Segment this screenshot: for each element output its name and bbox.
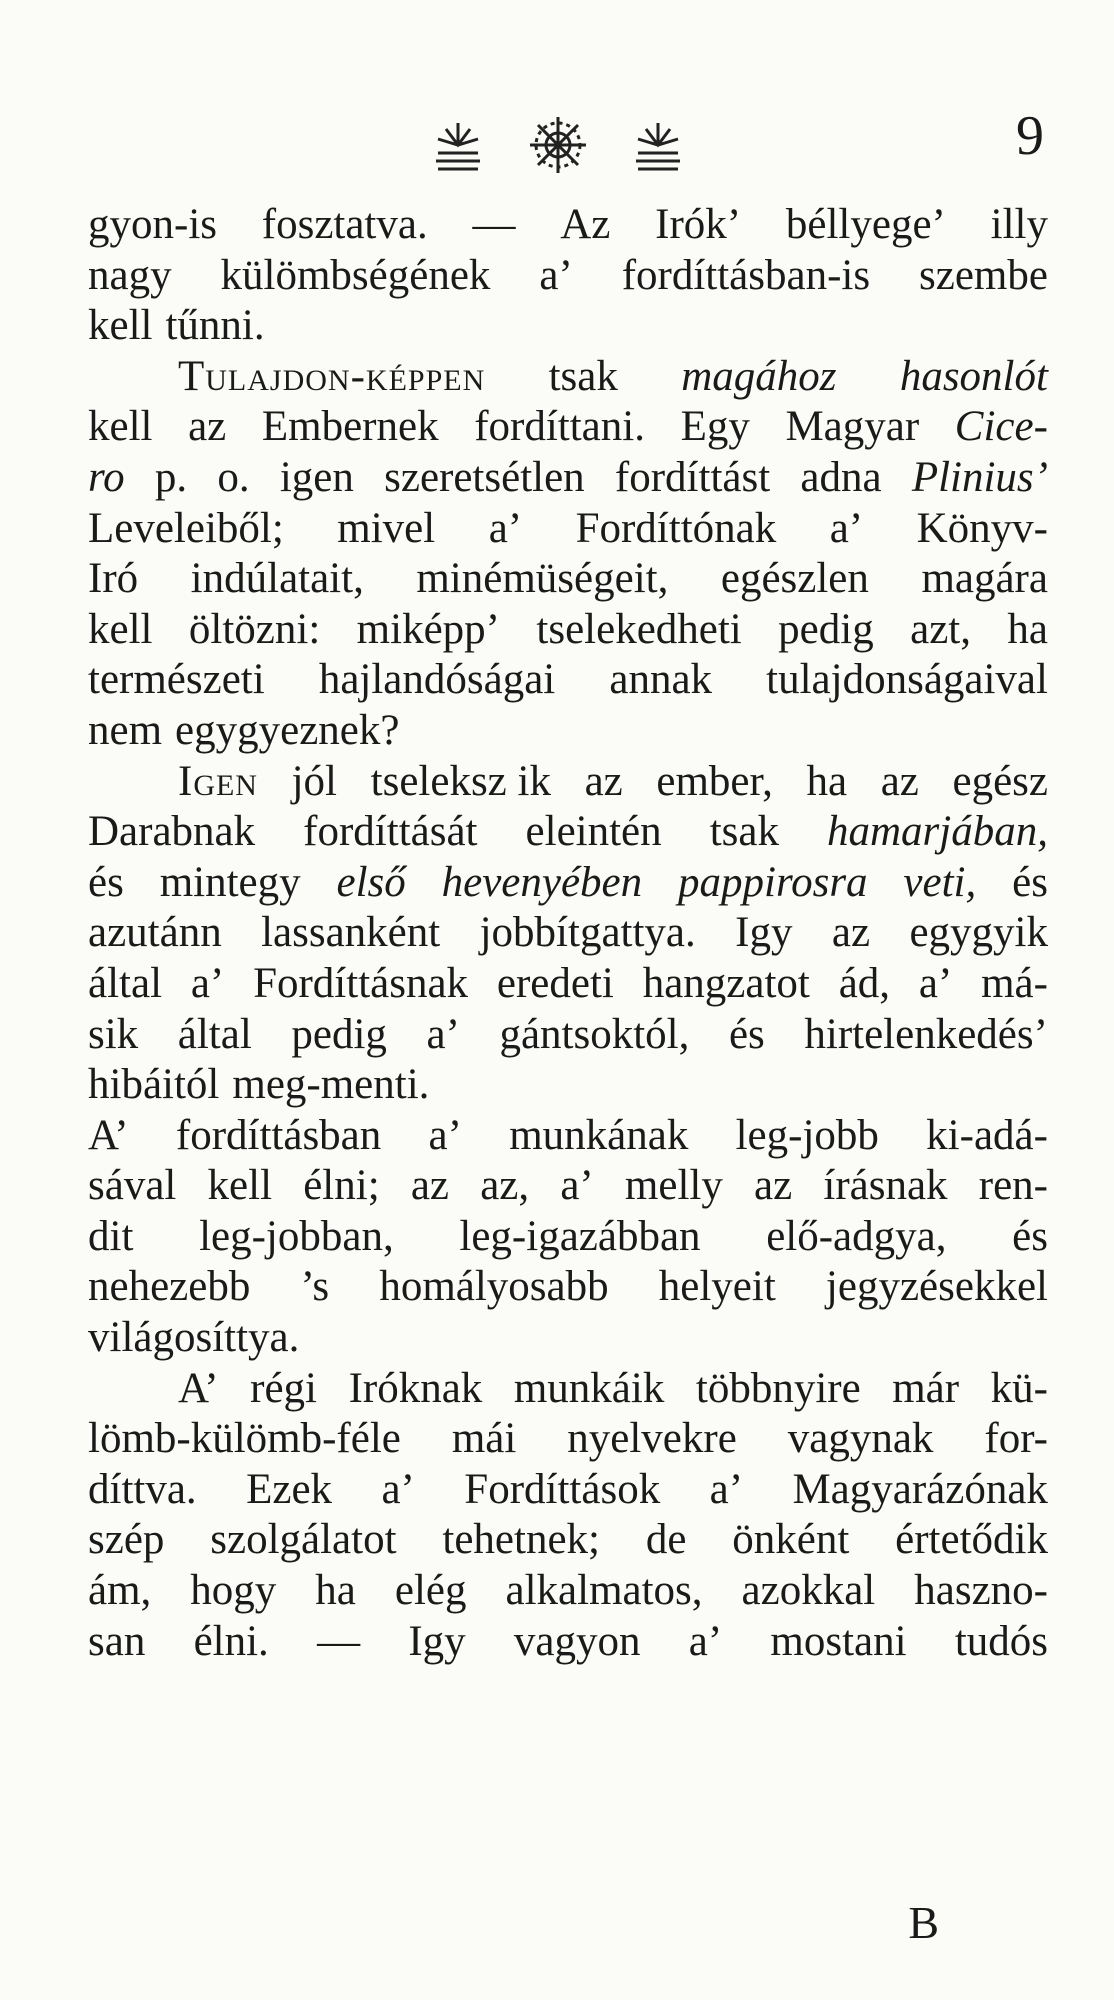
- word: Iróknak: [348, 1364, 483, 1412]
- word: mintegy: [159, 858, 301, 906]
- word: elég: [394, 1567, 467, 1615]
- word: eredeti: [496, 959, 614, 1007]
- text-line: [88, 1161, 1048, 1212]
- word: kell: [207, 1162, 273, 1210]
- word: kü-: [990, 1364, 1048, 1412]
- word: első: [336, 858, 406, 906]
- word: hevenyében: [441, 858, 643, 906]
- decorative-flower-icon: [628, 115, 688, 175]
- decorative-star-icon: [526, 113, 590, 177]
- word: Az: [560, 201, 611, 248]
- word: jegyzésekkel: [825, 1263, 1048, 1311]
- word: dit: [88, 1212, 134, 1260]
- word: a’: [488, 504, 523, 552]
- word: gyon-is: [88, 201, 217, 248]
- text-line: [88, 301, 1048, 352]
- word: —: [472, 201, 516, 248]
- word: pappirosra: [678, 858, 868, 906]
- word: azokkal: [741, 1567, 876, 1615]
- word: által: [177, 1010, 252, 1058]
- word: jól: [291, 757, 338, 805]
- word: Igy: [735, 909, 793, 957]
- text-line: [88, 1060, 1048, 1111]
- header-ornaments: [428, 110, 688, 180]
- word: kell: [88, 302, 153, 350]
- word: a’: [539, 251, 573, 299]
- text-line: [88, 1414, 1048, 1465]
- word: hibáitól: [88, 1061, 220, 1109]
- word: adna: [800, 453, 882, 501]
- word: leg-jobban,: [199, 1212, 394, 1260]
- word: Fordíttások: [464, 1465, 661, 1513]
- word: értetődik: [895, 1516, 1048, 1564]
- word: ki-adá-: [926, 1111, 1048, 1159]
- word: tselekedheti: [536, 605, 742, 653]
- word: illy: [990, 201, 1048, 248]
- word: a’: [381, 1465, 415, 1513]
- word: az: [754, 1162, 793, 1210]
- word: egygyik: [909, 909, 1048, 957]
- decorative-flower-icon: [428, 115, 488, 175]
- text-line: [88, 655, 1048, 706]
- word: melly: [624, 1162, 723, 1210]
- word: a’: [560, 1162, 594, 1210]
- page-number: 9: [1016, 105, 1044, 167]
- word: az: [831, 909, 871, 957]
- word: vagynak: [787, 1415, 934, 1463]
- word: fordíttásban-is: [621, 251, 871, 299]
- text-line: [88, 1111, 1048, 1162]
- word: és: [1012, 1212, 1048, 1260]
- word: miképp’: [356, 605, 500, 653]
- word: munkáik: [513, 1364, 665, 1412]
- word: ha: [806, 757, 848, 805]
- word: ’s: [300, 1263, 330, 1311]
- text-line: [88, 402, 1048, 453]
- word: Fordíttásnak: [253, 959, 469, 1007]
- word: nagy: [88, 251, 172, 299]
- word: —: [317, 1617, 361, 1665]
- text-line: [88, 504, 1048, 555]
- word: jobbítgattya.: [479, 909, 696, 957]
- word: annak: [609, 656, 713, 704]
- word: má-: [981, 959, 1048, 1007]
- text-line: [88, 1313, 1048, 1364]
- word: mivel: [337, 504, 436, 552]
- word: ember,: [656, 757, 773, 805]
- word: a’: [426, 1010, 460, 1058]
- word: tsak: [709, 808, 779, 856]
- word: indúlatait,: [190, 555, 364, 603]
- word: tűnni.: [165, 302, 265, 350]
- word: munkának: [509, 1111, 689, 1159]
- text-line: [88, 1617, 1048, 1668]
- word: azt,: [910, 605, 971, 653]
- word: az: [188, 403, 227, 451]
- word: gántsoktól,: [499, 1010, 690, 1058]
- word: ren-: [978, 1162, 1048, 1210]
- word: Tulajdon-képpen: [178, 352, 486, 400]
- word: mái: [451, 1415, 517, 1463]
- word: tehetnek;: [442, 1516, 600, 1564]
- word: díttva.: [88, 1465, 197, 1513]
- word: szép: [88, 1516, 165, 1564]
- word: Igen: [178, 757, 258, 805]
- word: Egy: [680, 403, 750, 451]
- text-line: [88, 959, 1048, 1010]
- word: ha: [1007, 605, 1048, 653]
- word: Darabnak: [88, 808, 256, 856]
- word: Cice-: [954, 403, 1048, 451]
- word: béllyege’: [785, 201, 946, 248]
- word: írásnak: [823, 1162, 948, 1210]
- text-line: [88, 1364, 1048, 1415]
- word: az: [410, 1162, 450, 1210]
- catchword: B: [908, 1897, 939, 1948]
- word: külömbségének: [220, 251, 491, 299]
- text-line: [88, 605, 1048, 656]
- word: a’: [918, 959, 953, 1007]
- word: leg-igazábban: [459, 1212, 701, 1260]
- text-line: [88, 706, 1048, 757]
- word: alkalmatos,: [505, 1567, 703, 1615]
- word: haszno-: [914, 1567, 1048, 1615]
- text-line: [88, 807, 1048, 858]
- word: ha: [315, 1567, 356, 1615]
- word: élni.: [193, 1617, 269, 1665]
- word: pedig: [778, 605, 874, 653]
- word: kell: [88, 403, 153, 451]
- word: és: [728, 1010, 765, 1058]
- word: világosíttya.: [88, 1314, 300, 1362]
- word: kell: [88, 605, 153, 653]
- word: Irók’: [655, 201, 742, 248]
- word: fordíttást: [614, 453, 771, 501]
- word: élni;: [303, 1162, 380, 1210]
- word: igen: [279, 453, 354, 501]
- word: hirtelenkedés’: [804, 1010, 1048, 1058]
- word: tudós: [954, 1617, 1048, 1665]
- word: az: [584, 757, 623, 805]
- text-line: [88, 554, 1048, 605]
- word: egészlen: [720, 555, 869, 603]
- word: hogy: [190, 1567, 277, 1615]
- word: fordíttásban: [175, 1111, 382, 1159]
- word: által: [88, 959, 163, 1007]
- word: tseleksz ik: [370, 757, 551, 805]
- text-line: [88, 757, 1048, 808]
- word: Iró: [88, 555, 139, 603]
- word: sával: [88, 1162, 177, 1210]
- word: minémüségeit,: [416, 555, 669, 603]
- text-line: [88, 453, 1048, 504]
- word: pedig: [291, 1010, 387, 1058]
- word: az: [880, 757, 919, 805]
- page-header: [0, 105, 1114, 180]
- word: Ezek: [246, 1465, 333, 1513]
- word: a’: [829, 504, 864, 552]
- word: nehezebb: [88, 1263, 251, 1311]
- word: nem: [88, 706, 163, 754]
- word: san: [88, 1617, 146, 1665]
- word: de: [645, 1516, 687, 1564]
- word: magára: [921, 555, 1048, 603]
- text-line: [88, 352, 1048, 403]
- word: Leveleiből;: [88, 504, 284, 552]
- word: Plinius’: [911, 453, 1048, 501]
- word: meg-menti.: [232, 1061, 430, 1109]
- word: ád,: [838, 959, 891, 1007]
- word: Magyar: [785, 403, 920, 451]
- word: veti,: [903, 858, 977, 906]
- word: lömb-külömb-féle: [88, 1415, 401, 1463]
- word: egygyeznek?: [175, 706, 400, 754]
- word: lassanként: [261, 909, 441, 957]
- word: azutánn: [88, 909, 222, 957]
- word: már: [892, 1364, 960, 1412]
- word: hasonlót: [899, 352, 1048, 400]
- word: fordíttani.: [474, 403, 645, 451]
- body-text: [88, 200, 1048, 1667]
- text-line: [88, 1010, 1048, 1061]
- word: elő-adgya,: [766, 1212, 947, 1260]
- word: p.: [154, 453, 188, 501]
- word: hamarjában,: [827, 808, 1048, 856]
- word: és: [88, 858, 124, 906]
- word: mostani: [770, 1617, 907, 1665]
- word: az,: [480, 1162, 530, 1210]
- word: a’: [709, 1465, 744, 1513]
- word: és: [1012, 858, 1048, 906]
- text-line: [88, 200, 1048, 251]
- word: homályosabb: [379, 1263, 609, 1311]
- word: tulajdonságaival: [766, 656, 1048, 704]
- word: öltözni:: [188, 605, 321, 653]
- text-line: [88, 251, 1048, 302]
- word: többnyire: [695, 1364, 861, 1412]
- word: szembe: [919, 251, 1048, 299]
- word: szeretsétlen: [384, 453, 585, 501]
- word: Igy: [408, 1617, 466, 1665]
- word: ro: [88, 453, 125, 501]
- word: önként: [732, 1516, 850, 1564]
- word: helyeit: [658, 1263, 776, 1311]
- word: a’: [428, 1111, 462, 1159]
- word: egész: [952, 757, 1048, 805]
- word: a’: [688, 1617, 723, 1665]
- word: fordíttását: [303, 808, 478, 856]
- word: eleintén: [525, 808, 662, 856]
- word: hajlandóságai: [318, 656, 556, 704]
- word: magához: [681, 352, 837, 400]
- word: hangzatot: [642, 959, 810, 1007]
- word: ám,: [88, 1567, 152, 1615]
- text-line: [88, 908, 1048, 959]
- word: o.: [217, 453, 250, 501]
- word: Fordíttónak: [575, 504, 777, 552]
- word: fosztatva.: [261, 201, 428, 248]
- word: Magyarázónak: [792, 1465, 1048, 1513]
- text-line: [88, 1515, 1048, 1566]
- word: for-: [984, 1415, 1048, 1463]
- text-line: [88, 858, 1048, 909]
- text-line: [88, 1212, 1048, 1263]
- word: tsak: [548, 352, 618, 400]
- text-line: [88, 1566, 1048, 1617]
- word: szolgálatot: [210, 1516, 397, 1564]
- word: nyelvekre: [567, 1415, 737, 1463]
- word: Könyv-: [916, 504, 1048, 552]
- word: a’: [190, 959, 225, 1007]
- word: A’: [88, 1111, 129, 1159]
- word: leg-jobb: [735, 1111, 879, 1159]
- text-line: [88, 1262, 1048, 1313]
- word: régi: [250, 1364, 318, 1412]
- word: Embernek: [261, 403, 439, 451]
- text-line: [88, 1465, 1048, 1516]
- word: vagyon: [513, 1617, 641, 1665]
- word: A’: [178, 1364, 219, 1412]
- word: természeti: [88, 656, 265, 704]
- word: sik: [88, 1010, 139, 1058]
